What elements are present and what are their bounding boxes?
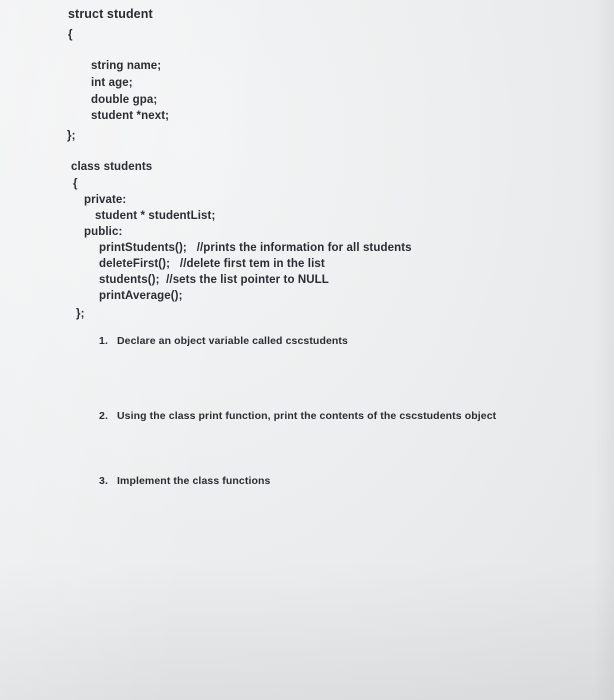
private-label: private: — [84, 194, 127, 206]
question-1 — [99, 334, 348, 348]
question-2 — [99, 409, 496, 423]
question-emphasis: cscstudents — [285, 335, 348, 347]
question-number: 3. — [99, 475, 108, 487]
struct-header: struct student — [68, 7, 153, 21]
struct-open-brace: { — [68, 29, 73, 41]
struct-field: student *next; — [91, 110, 170, 122]
question-text: Declare an object variable called — [117, 335, 286, 347]
struct-close: }; — [67, 130, 76, 142]
question-number: 1. — [99, 335, 108, 347]
question-text: Using the class print function, print the contents of the — [117, 410, 400, 422]
question-text: Implement the class functions — [117, 475, 271, 487]
public-member: deleteFirst(); //delete first tem in the list — [99, 258, 325, 270]
public-label: public: — [84, 226, 123, 238]
public-member: printAverage(); — [99, 290, 183, 302]
question-3 — [99, 474, 270, 488]
class-header: class students — [71, 161, 153, 173]
struct-field: int age; — [91, 77, 133, 89]
struct-field: double gpa; — [91, 94, 158, 106]
private-member: student * studentList; — [95, 210, 216, 222]
struct-field: string name; — [91, 60, 162, 72]
public-member: printStudents(); //prints the information for all students — [99, 242, 412, 254]
question-number: 2. — [99, 410, 108, 422]
class-open-brace: { — [73, 178, 78, 190]
class-close: }; — [76, 308, 85, 320]
page-edge-shadow — [594, 0, 614, 700]
question-suffix: object — [461, 410, 497, 422]
public-member: students(); //sets the list pointer to NULL — [99, 274, 329, 286]
question-emphasis: cscstudents — [399, 410, 462, 422]
